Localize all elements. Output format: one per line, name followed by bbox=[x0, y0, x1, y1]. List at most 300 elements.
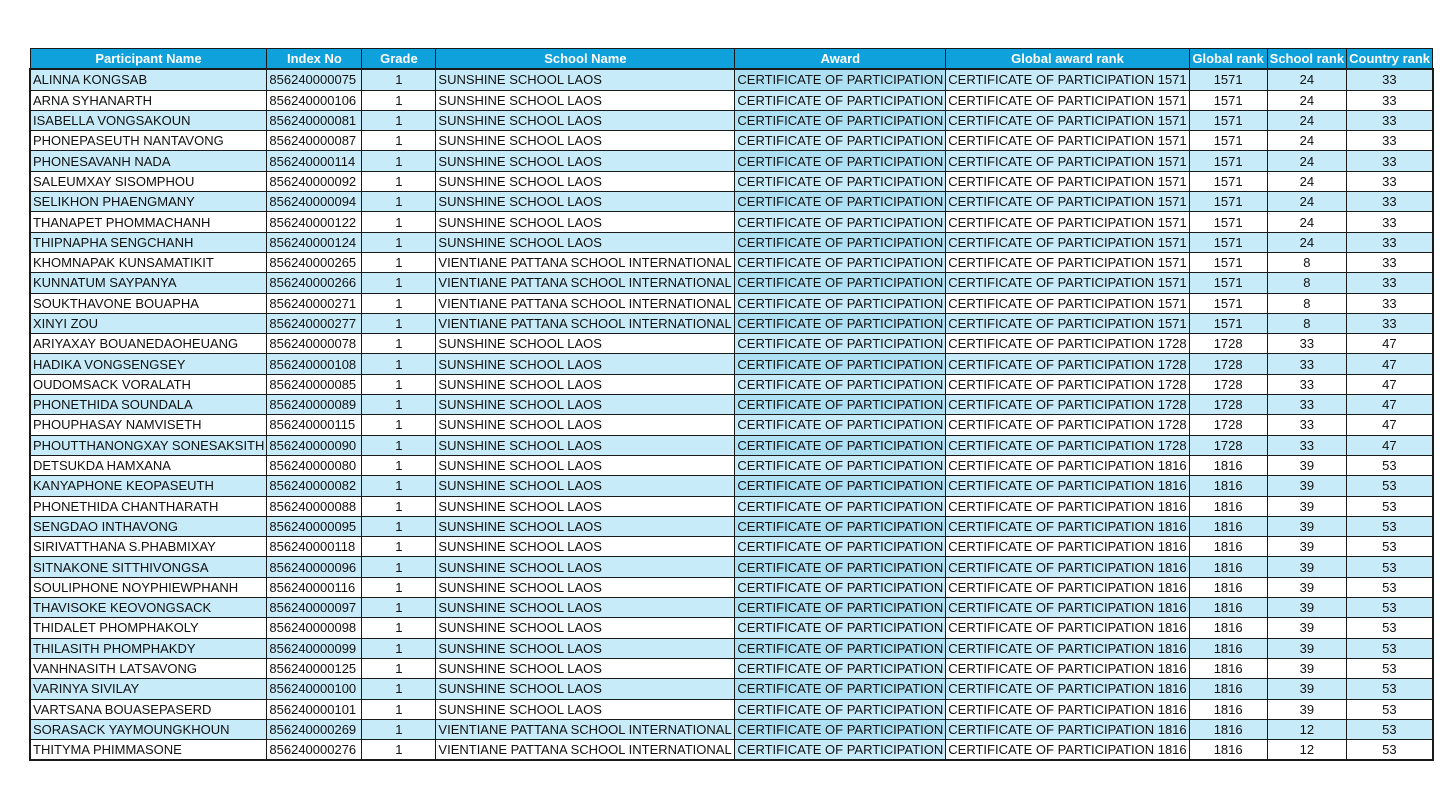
global-rank-cell[interactable]: 1571 bbox=[1189, 90, 1267, 110]
participant-name-cell[interactable]: HADIKA VONGSENGSEY bbox=[30, 354, 267, 374]
grade-cell[interactable]: 1 bbox=[362, 374, 436, 394]
participant-name-cell[interactable]: KANYAPHONE KEOPASEUTH bbox=[30, 476, 267, 496]
global-rank-cell[interactable]: 1728 bbox=[1189, 395, 1267, 415]
col-header-participant-name[interactable]: Participant Name bbox=[30, 49, 267, 70]
global-award-rank-cell[interactable]: CERTIFICATE OF PARTICIPATION 1816 bbox=[946, 557, 1189, 577]
school-rank-cell[interactable]: 33 bbox=[1267, 415, 1346, 435]
index-no-cell[interactable]: 856240000095 bbox=[267, 516, 362, 536]
participant-name-cell[interactable]: PHOUPHASAY NAMVISETH bbox=[30, 415, 267, 435]
participant-name-cell[interactable]: XINYI ZOU bbox=[30, 313, 267, 333]
index-no-cell[interactable]: 856240000277 bbox=[267, 313, 362, 333]
grade-cell[interactable]: 1 bbox=[362, 740, 436, 761]
school-name-cell[interactable]: SUNSHINE SCHOOL LAOS bbox=[436, 658, 735, 678]
index-no-cell[interactable]: 856240000098 bbox=[267, 618, 362, 638]
global-award-rank-cell[interactable]: CERTIFICATE OF PARTICIPATION 1571 bbox=[946, 90, 1189, 110]
award-cell[interactable]: CERTIFICATE OF PARTICIPATION bbox=[735, 90, 946, 110]
index-no-cell[interactable]: 856240000115 bbox=[267, 415, 362, 435]
country-rank-cell[interactable]: 47 bbox=[1347, 415, 1433, 435]
index-no-cell[interactable]: 856240000078 bbox=[267, 334, 362, 354]
global-rank-cell[interactable]: 1571 bbox=[1189, 69, 1267, 90]
participant-name-cell[interactable]: ALINNA KONGSAB bbox=[30, 69, 267, 90]
global-award-rank-cell[interactable]: CERTIFICATE OF PARTICIPATION 1816 bbox=[946, 658, 1189, 678]
school-name-cell[interactable]: SUNSHINE SCHOOL LAOS bbox=[436, 131, 735, 151]
grade-cell[interactable]: 1 bbox=[362, 252, 436, 272]
award-cell[interactable]: CERTIFICATE OF PARTICIPATION bbox=[735, 212, 946, 232]
index-no-cell[interactable]: 856240000122 bbox=[267, 212, 362, 232]
global-award-rank-cell[interactable]: CERTIFICATE OF PARTICIPATION 1571 bbox=[946, 192, 1189, 212]
grade-cell[interactable]: 1 bbox=[362, 455, 436, 475]
grade-cell[interactable]: 1 bbox=[362, 232, 436, 252]
grade-cell[interactable]: 1 bbox=[362, 90, 436, 110]
country-rank-cell[interactable]: 33 bbox=[1347, 69, 1433, 90]
global-rank-cell[interactable]: 1571 bbox=[1189, 232, 1267, 252]
grade-cell[interactable]: 1 bbox=[362, 719, 436, 739]
school-rank-cell[interactable]: 24 bbox=[1267, 192, 1346, 212]
participant-name-cell[interactable]: THANAPET PHOMMACHANH bbox=[30, 212, 267, 232]
school-rank-cell[interactable]: 39 bbox=[1267, 496, 1346, 516]
participant-name-cell[interactable]: SALEUMXAY SISOMPHOU bbox=[30, 171, 267, 191]
global-rank-cell[interactable]: 1728 bbox=[1189, 415, 1267, 435]
participant-name-cell[interactable]: KUNNATUM SAYPANYA bbox=[30, 273, 267, 293]
award-cell[interactable]: CERTIFICATE OF PARTICIPATION bbox=[735, 151, 946, 171]
global-rank-cell[interactable]: 1728 bbox=[1189, 435, 1267, 455]
grade-cell[interactable]: 1 bbox=[362, 192, 436, 212]
grade-cell[interactable]: 1 bbox=[362, 537, 436, 557]
grade-cell[interactable]: 1 bbox=[362, 395, 436, 415]
school-rank-cell[interactable]: 39 bbox=[1267, 679, 1346, 699]
award-cell[interactable]: CERTIFICATE OF PARTICIPATION bbox=[735, 273, 946, 293]
country-rank-cell[interactable]: 47 bbox=[1347, 334, 1433, 354]
grade-cell[interactable]: 1 bbox=[362, 171, 436, 191]
index-no-cell[interactable]: 856240000269 bbox=[267, 719, 362, 739]
award-cell[interactable]: CERTIFICATE OF PARTICIPATION bbox=[735, 252, 946, 272]
school-rank-cell[interactable]: 39 bbox=[1267, 658, 1346, 678]
participant-name-cell[interactable]: SITNAKONE SITTHIVONGSA bbox=[30, 557, 267, 577]
grade-cell[interactable]: 1 bbox=[362, 354, 436, 374]
country-rank-cell[interactable]: 53 bbox=[1347, 719, 1433, 739]
award-cell[interactable]: CERTIFICATE OF PARTICIPATION bbox=[735, 638, 946, 658]
global-rank-cell[interactable]: 1571 bbox=[1189, 171, 1267, 191]
school-rank-cell[interactable]: 24 bbox=[1267, 212, 1346, 232]
award-cell[interactable]: CERTIFICATE OF PARTICIPATION bbox=[735, 374, 946, 394]
award-cell[interactable]: CERTIFICATE OF PARTICIPATION bbox=[735, 537, 946, 557]
global-award-rank-cell[interactable]: CERTIFICATE OF PARTICIPATION 1816 bbox=[946, 679, 1189, 699]
index-no-cell[interactable]: 856240000101 bbox=[267, 699, 362, 719]
school-name-cell[interactable]: VIENTIANE PATTANA SCHOOL INTERNATIONAL bbox=[436, 313, 735, 333]
school-name-cell[interactable]: SUNSHINE SCHOOL LAOS bbox=[436, 455, 735, 475]
global-award-rank-cell[interactable]: CERTIFICATE OF PARTICIPATION 1816 bbox=[946, 496, 1189, 516]
participant-name-cell[interactable]: PHONEPASEUTH NANTAVONG bbox=[30, 131, 267, 151]
global-award-rank-cell[interactable]: CERTIFICATE OF PARTICIPATION 1728 bbox=[946, 435, 1189, 455]
global-award-rank-cell[interactable]: CERTIFICATE OF PARTICIPATION 1816 bbox=[946, 598, 1189, 618]
award-cell[interactable]: CERTIFICATE OF PARTICIPATION bbox=[735, 557, 946, 577]
global-rank-cell[interactable]: 1728 bbox=[1189, 374, 1267, 394]
global-award-rank-cell[interactable]: CERTIFICATE OF PARTICIPATION 1816 bbox=[946, 740, 1189, 761]
global-award-rank-cell[interactable]: CERTIFICATE OF PARTICIPATION 1816 bbox=[946, 476, 1189, 496]
school-name-cell[interactable]: VIENTIANE PATTANA SCHOOL INTERNATIONAL bbox=[436, 740, 735, 761]
award-cell[interactable]: CERTIFICATE OF PARTICIPATION bbox=[735, 679, 946, 699]
col-header-global-award-rank[interactable]: Global award rank bbox=[946, 49, 1189, 70]
school-rank-cell[interactable]: 24 bbox=[1267, 131, 1346, 151]
school-name-cell[interactable]: SUNSHINE SCHOOL LAOS bbox=[436, 212, 735, 232]
school-name-cell[interactable]: SUNSHINE SCHOOL LAOS bbox=[436, 374, 735, 394]
country-rank-cell[interactable]: 47 bbox=[1347, 395, 1433, 415]
school-rank-cell[interactable]: 39 bbox=[1267, 455, 1346, 475]
global-award-rank-cell[interactable]: CERTIFICATE OF PARTICIPATION 1816 bbox=[946, 455, 1189, 475]
country-rank-cell[interactable]: 53 bbox=[1347, 476, 1433, 496]
school-name-cell[interactable]: VIENTIANE PATTANA SCHOOL INTERNATIONAL bbox=[436, 273, 735, 293]
award-cell[interactable]: CERTIFICATE OF PARTICIPATION bbox=[735, 395, 946, 415]
grade-cell[interactable]: 1 bbox=[362, 699, 436, 719]
school-name-cell[interactable]: SUNSHINE SCHOOL LAOS bbox=[436, 496, 735, 516]
index-no-cell[interactable]: 856240000276 bbox=[267, 740, 362, 761]
school-rank-cell[interactable]: 12 bbox=[1267, 740, 1346, 761]
school-rank-cell[interactable]: 39 bbox=[1267, 638, 1346, 658]
school-rank-cell[interactable]: 33 bbox=[1267, 395, 1346, 415]
grade-cell[interactable]: 1 bbox=[362, 293, 436, 313]
global-rank-cell[interactable]: 1816 bbox=[1189, 598, 1267, 618]
col-header-global-rank[interactable]: Global rank bbox=[1189, 49, 1267, 70]
school-name-cell[interactable]: SUNSHINE SCHOOL LAOS bbox=[436, 598, 735, 618]
index-no-cell[interactable]: 856240000099 bbox=[267, 638, 362, 658]
school-rank-cell[interactable]: 24 bbox=[1267, 110, 1346, 130]
participant-name-cell[interactable]: PHONETHIDA CHANTHARATH bbox=[30, 496, 267, 516]
school-rank-cell[interactable]: 39 bbox=[1267, 557, 1346, 577]
participant-name-cell[interactable]: ARIYAXAY BOUANEDAOHEUANG bbox=[30, 334, 267, 354]
school-rank-cell[interactable]: 12 bbox=[1267, 719, 1346, 739]
global-rank-cell[interactable]: 1816 bbox=[1189, 658, 1267, 678]
participant-name-cell[interactable]: KHOMNAPAK KUNSAMATIKIT bbox=[30, 252, 267, 272]
global-award-rank-cell[interactable]: CERTIFICATE OF PARTICIPATION 1571 bbox=[946, 313, 1189, 333]
index-no-cell[interactable]: 856240000089 bbox=[267, 395, 362, 415]
index-no-cell[interactable]: 856240000081 bbox=[267, 110, 362, 130]
country-rank-cell[interactable]: 53 bbox=[1347, 496, 1433, 516]
award-cell[interactable]: CERTIFICATE OF PARTICIPATION bbox=[735, 192, 946, 212]
grade-cell[interactable]: 1 bbox=[362, 577, 436, 597]
country-rank-cell[interactable]: 53 bbox=[1347, 455, 1433, 475]
index-no-cell[interactable]: 856240000118 bbox=[267, 537, 362, 557]
index-no-cell[interactable]: 856240000106 bbox=[267, 90, 362, 110]
school-name-cell[interactable]: SUNSHINE SCHOOL LAOS bbox=[436, 537, 735, 557]
global-award-rank-cell[interactable]: CERTIFICATE OF PARTICIPATION 1571 bbox=[946, 131, 1189, 151]
award-cell[interactable]: CERTIFICATE OF PARTICIPATION bbox=[735, 415, 946, 435]
global-award-rank-cell[interactable]: CERTIFICATE OF PARTICIPATION 1571 bbox=[946, 171, 1189, 191]
country-rank-cell[interactable]: 53 bbox=[1347, 577, 1433, 597]
school-name-cell[interactable]: SUNSHINE SCHOOL LAOS bbox=[436, 699, 735, 719]
col-header-index-no[interactable]: Index No bbox=[267, 49, 362, 70]
school-rank-cell[interactable]: 8 bbox=[1267, 252, 1346, 272]
school-name-cell[interactable]: SUNSHINE SCHOOL LAOS bbox=[436, 232, 735, 252]
participant-name-cell[interactable]: PHONESAVANH NADA bbox=[30, 151, 267, 171]
global-rank-cell[interactable]: 1816 bbox=[1189, 537, 1267, 557]
grade-cell[interactable]: 1 bbox=[362, 679, 436, 699]
school-rank-cell[interactable]: 24 bbox=[1267, 69, 1346, 90]
participant-name-cell[interactable]: SOULIPHONE NOYPHIEWPHANH bbox=[30, 577, 267, 597]
index-no-cell[interactable]: 856240000080 bbox=[267, 455, 362, 475]
school-rank-cell[interactable]: 8 bbox=[1267, 293, 1346, 313]
grade-cell[interactable]: 1 bbox=[362, 618, 436, 638]
participant-name-cell[interactable]: DETSUKDA HAMXANA bbox=[30, 455, 267, 475]
grade-cell[interactable]: 1 bbox=[362, 476, 436, 496]
award-cell[interactable]: CERTIFICATE OF PARTICIPATION bbox=[735, 354, 946, 374]
school-rank-cell[interactable]: 24 bbox=[1267, 232, 1346, 252]
col-header-grade[interactable]: Grade bbox=[362, 49, 436, 70]
global-rank-cell[interactable]: 1816 bbox=[1189, 476, 1267, 496]
index-no-cell[interactable]: 856240000265 bbox=[267, 252, 362, 272]
index-no-cell[interactable]: 856240000096 bbox=[267, 557, 362, 577]
school-rank-cell[interactable]: 24 bbox=[1267, 90, 1346, 110]
global-rank-cell[interactable]: 1571 bbox=[1189, 131, 1267, 151]
school-name-cell[interactable]: SUNSHINE SCHOOL LAOS bbox=[436, 69, 735, 90]
global-award-rank-cell[interactable]: CERTIFICATE OF PARTICIPATION 1816 bbox=[946, 516, 1189, 536]
index-no-cell[interactable]: 856240000097 bbox=[267, 598, 362, 618]
school-rank-cell[interactable]: 33 bbox=[1267, 354, 1346, 374]
school-rank-cell[interactable]: 39 bbox=[1267, 537, 1346, 557]
award-cell[interactable]: CERTIFICATE OF PARTICIPATION bbox=[735, 516, 946, 536]
index-no-cell[interactable]: 856240000092 bbox=[267, 171, 362, 191]
country-rank-cell[interactable]: 33 bbox=[1347, 212, 1433, 232]
school-name-cell[interactable]: SUNSHINE SCHOOL LAOS bbox=[436, 395, 735, 415]
global-rank-cell[interactable]: 1571 bbox=[1189, 273, 1267, 293]
school-name-cell[interactable]: SUNSHINE SCHOOL LAOS bbox=[436, 618, 735, 638]
country-rank-cell[interactable]: 33 bbox=[1347, 90, 1433, 110]
global-rank-cell[interactable]: 1816 bbox=[1189, 618, 1267, 638]
grade-cell[interactable]: 1 bbox=[362, 313, 436, 333]
country-rank-cell[interactable]: 33 bbox=[1347, 252, 1433, 272]
school-rank-cell[interactable]: 39 bbox=[1267, 476, 1346, 496]
country-rank-cell[interactable]: 33 bbox=[1347, 171, 1433, 191]
global-rank-cell[interactable]: 1816 bbox=[1189, 557, 1267, 577]
global-rank-cell[interactable]: 1816 bbox=[1189, 679, 1267, 699]
country-rank-cell[interactable]: 33 bbox=[1347, 151, 1433, 171]
award-cell[interactable]: CERTIFICATE OF PARTICIPATION bbox=[735, 476, 946, 496]
index-no-cell[interactable]: 856240000271 bbox=[267, 293, 362, 313]
award-cell[interactable]: CERTIFICATE OF PARTICIPATION bbox=[735, 658, 946, 678]
global-rank-cell[interactable]: 1571 bbox=[1189, 293, 1267, 313]
participant-name-cell[interactable]: PHOUTTHANONGXAY SONESAKSITH bbox=[30, 435, 267, 455]
global-award-rank-cell[interactable]: CERTIFICATE OF PARTICIPATION 1728 bbox=[946, 374, 1189, 394]
index-no-cell[interactable]: 856240000090 bbox=[267, 435, 362, 455]
global-rank-cell[interactable]: 1816 bbox=[1189, 577, 1267, 597]
participant-name-cell[interactable]: THITYMA PHIMMASONE bbox=[30, 740, 267, 761]
country-rank-cell[interactable]: 33 bbox=[1347, 232, 1433, 252]
global-rank-cell[interactable]: 1816 bbox=[1189, 740, 1267, 761]
grade-cell[interactable]: 1 bbox=[362, 334, 436, 354]
participant-name-cell[interactable]: THAVISOKE KEOVONGSACK bbox=[30, 598, 267, 618]
col-header-school-name[interactable]: School Name bbox=[436, 49, 735, 70]
school-rank-cell[interactable]: 39 bbox=[1267, 577, 1346, 597]
award-cell[interactable]: CERTIFICATE OF PARTICIPATION bbox=[735, 313, 946, 333]
global-rank-cell[interactable]: 1728 bbox=[1189, 334, 1267, 354]
country-rank-cell[interactable]: 53 bbox=[1347, 699, 1433, 719]
global-rank-cell[interactable]: 1571 bbox=[1189, 313, 1267, 333]
participant-name-cell[interactable]: ARNA SYHANARTH bbox=[30, 90, 267, 110]
global-award-rank-cell[interactable]: CERTIFICATE OF PARTICIPATION 1728 bbox=[946, 354, 1189, 374]
global-rank-cell[interactable]: 1571 bbox=[1189, 151, 1267, 171]
col-header-country-rank[interactable]: Country rank bbox=[1347, 49, 1433, 70]
country-rank-cell[interactable]: 33 bbox=[1347, 273, 1433, 293]
school-rank-cell[interactable]: 39 bbox=[1267, 516, 1346, 536]
global-rank-cell[interactable]: 1571 bbox=[1189, 110, 1267, 130]
country-rank-cell[interactable]: 53 bbox=[1347, 658, 1433, 678]
school-name-cell[interactable]: SUNSHINE SCHOOL LAOS bbox=[436, 171, 735, 191]
index-no-cell[interactable]: 856240000114 bbox=[267, 151, 362, 171]
award-cell[interactable]: CERTIFICATE OF PARTICIPATION bbox=[735, 455, 946, 475]
index-no-cell[interactable]: 856240000116 bbox=[267, 577, 362, 597]
award-cell[interactable]: CERTIFICATE OF PARTICIPATION bbox=[735, 618, 946, 638]
global-award-rank-cell[interactable]: CERTIFICATE OF PARTICIPATION 1728 bbox=[946, 395, 1189, 415]
grade-cell[interactable]: 1 bbox=[362, 110, 436, 130]
global-award-rank-cell[interactable]: CERTIFICATE OF PARTICIPATION 1816 bbox=[946, 618, 1189, 638]
award-cell[interactable]: CERTIFICATE OF PARTICIPATION bbox=[735, 719, 946, 739]
award-cell[interactable]: CERTIFICATE OF PARTICIPATION bbox=[735, 232, 946, 252]
global-award-rank-cell[interactable]: CERTIFICATE OF PARTICIPATION 1571 bbox=[946, 232, 1189, 252]
global-rank-cell[interactable]: 1571 bbox=[1189, 252, 1267, 272]
country-rank-cell[interactable]: 53 bbox=[1347, 679, 1433, 699]
country-rank-cell[interactable]: 53 bbox=[1347, 638, 1433, 658]
school-name-cell[interactable]: SUNSHINE SCHOOL LAOS bbox=[436, 334, 735, 354]
participant-name-cell[interactable]: VANHNASITH LATSAVONG bbox=[30, 658, 267, 678]
participant-name-cell[interactable]: SORASACK YAYMOUNGKHOUN bbox=[30, 719, 267, 739]
country-rank-cell[interactable]: 53 bbox=[1347, 557, 1433, 577]
award-cell[interactable]: CERTIFICATE OF PARTICIPATION bbox=[735, 131, 946, 151]
global-award-rank-cell[interactable]: CERTIFICATE OF PARTICIPATION 1728 bbox=[946, 415, 1189, 435]
global-rank-cell[interactable]: 1728 bbox=[1189, 354, 1267, 374]
grade-cell[interactable]: 1 bbox=[362, 69, 436, 90]
school-name-cell[interactable]: SUNSHINE SCHOOL LAOS bbox=[436, 435, 735, 455]
participant-name-cell[interactable]: OUDOMSACK VORALATH bbox=[30, 374, 267, 394]
global-rank-cell[interactable]: 1816 bbox=[1189, 455, 1267, 475]
col-header-award[interactable]: Award bbox=[735, 49, 946, 70]
participant-name-cell[interactable]: VARINYA SIVILAY bbox=[30, 679, 267, 699]
participant-name-cell[interactable]: THILASITH PHOMPHAKDY bbox=[30, 638, 267, 658]
school-name-cell[interactable]: SUNSHINE SCHOOL LAOS bbox=[436, 516, 735, 536]
global-award-rank-cell[interactable]: CERTIFICATE OF PARTICIPATION 1571 bbox=[946, 212, 1189, 232]
global-award-rank-cell[interactable]: CERTIFICATE OF PARTICIPATION 1816 bbox=[946, 719, 1189, 739]
award-cell[interactable]: CERTIFICATE OF PARTICIPATION bbox=[735, 740, 946, 761]
global-rank-cell[interactable]: 1816 bbox=[1189, 699, 1267, 719]
country-rank-cell[interactable]: 47 bbox=[1347, 435, 1433, 455]
grade-cell[interactable]: 1 bbox=[362, 212, 436, 232]
country-rank-cell[interactable]: 53 bbox=[1347, 516, 1433, 536]
country-rank-cell[interactable]: 53 bbox=[1347, 740, 1433, 761]
participant-name-cell[interactable]: PHONETHIDA SOUNDALA bbox=[30, 395, 267, 415]
country-rank-cell[interactable]: 33 bbox=[1347, 313, 1433, 333]
school-name-cell[interactable]: SUNSHINE SCHOOL LAOS bbox=[436, 415, 735, 435]
participant-name-cell[interactable]: SELIKHON PHAENGMANY bbox=[30, 192, 267, 212]
country-rank-cell[interactable]: 53 bbox=[1347, 537, 1433, 557]
award-cell[interactable]: CERTIFICATE OF PARTICIPATION bbox=[735, 435, 946, 455]
school-rank-cell[interactable]: 24 bbox=[1267, 151, 1346, 171]
grade-cell[interactable]: 1 bbox=[362, 516, 436, 536]
school-name-cell[interactable]: SUNSHINE SCHOOL LAOS bbox=[436, 638, 735, 658]
global-award-rank-cell[interactable]: CERTIFICATE OF PARTICIPATION 1728 bbox=[946, 334, 1189, 354]
school-name-cell[interactable]: SUNSHINE SCHOOL LAOS bbox=[436, 151, 735, 171]
grade-cell[interactable]: 1 bbox=[362, 273, 436, 293]
school-rank-cell[interactable]: 33 bbox=[1267, 374, 1346, 394]
school-name-cell[interactable]: SUNSHINE SCHOOL LAOS bbox=[436, 192, 735, 212]
index-no-cell[interactable]: 856240000124 bbox=[267, 232, 362, 252]
grade-cell[interactable]: 1 bbox=[362, 131, 436, 151]
global-rank-cell[interactable]: 1816 bbox=[1189, 638, 1267, 658]
index-no-cell[interactable]: 856240000125 bbox=[267, 658, 362, 678]
grade-cell[interactable]: 1 bbox=[362, 496, 436, 516]
grade-cell[interactable]: 1 bbox=[362, 435, 436, 455]
grade-cell[interactable]: 1 bbox=[362, 638, 436, 658]
global-rank-cell[interactable]: 1816 bbox=[1189, 719, 1267, 739]
country-rank-cell[interactable]: 53 bbox=[1347, 618, 1433, 638]
index-no-cell[interactable]: 856240000085 bbox=[267, 374, 362, 394]
school-rank-cell[interactable]: 8 bbox=[1267, 313, 1346, 333]
global-rank-cell[interactable]: 1571 bbox=[1189, 192, 1267, 212]
country-rank-cell[interactable]: 47 bbox=[1347, 374, 1433, 394]
school-name-cell[interactable]: SUNSHINE SCHOOL LAOS bbox=[436, 679, 735, 699]
country-rank-cell[interactable]: 53 bbox=[1347, 598, 1433, 618]
school-rank-cell[interactable]: 39 bbox=[1267, 699, 1346, 719]
index-no-cell[interactable]: 856240000094 bbox=[267, 192, 362, 212]
school-rank-cell[interactable]: 33 bbox=[1267, 334, 1346, 354]
participant-name-cell[interactable]: SOUKTHAVONE BOUAPHA bbox=[30, 293, 267, 313]
grade-cell[interactable]: 1 bbox=[362, 415, 436, 435]
school-name-cell[interactable]: SUNSHINE SCHOOL LAOS bbox=[436, 90, 735, 110]
award-cell[interactable]: CERTIFICATE OF PARTICIPATION bbox=[735, 293, 946, 313]
school-rank-cell[interactable]: 8 bbox=[1267, 273, 1346, 293]
index-no-cell[interactable]: 856240000082 bbox=[267, 476, 362, 496]
grade-cell[interactable]: 1 bbox=[362, 151, 436, 171]
school-name-cell[interactable]: SUNSHINE SCHOOL LAOS bbox=[436, 476, 735, 496]
global-award-rank-cell[interactable]: CERTIFICATE OF PARTICIPATION 1816 bbox=[946, 699, 1189, 719]
participant-name-cell[interactable]: ISABELLA VONGSAKOUN bbox=[30, 110, 267, 130]
index-no-cell[interactable]: 856240000075 bbox=[267, 69, 362, 90]
award-cell[interactable]: CERTIFICATE OF PARTICIPATION bbox=[735, 598, 946, 618]
award-cell[interactable]: CERTIFICATE OF PARTICIPATION bbox=[735, 334, 946, 354]
award-cell[interactable]: CERTIFICATE OF PARTICIPATION bbox=[735, 171, 946, 191]
country-rank-cell[interactable]: 33 bbox=[1347, 192, 1433, 212]
index-no-cell[interactable]: 856240000088 bbox=[267, 496, 362, 516]
school-name-cell[interactable]: SUNSHINE SCHOOL LAOS bbox=[436, 557, 735, 577]
global-award-rank-cell[interactable]: CERTIFICATE OF PARTICIPATION 1571 bbox=[946, 293, 1189, 313]
school-name-cell[interactable]: VIENTIANE PATTANA SCHOOL INTERNATIONAL bbox=[436, 719, 735, 739]
award-cell[interactable]: CERTIFICATE OF PARTICIPATION bbox=[735, 496, 946, 516]
country-rank-cell[interactable]: 33 bbox=[1347, 293, 1433, 313]
global-award-rank-cell[interactable]: CERTIFICATE OF PARTICIPATION 1571 bbox=[946, 273, 1189, 293]
global-award-rank-cell[interactable]: CERTIFICATE OF PARTICIPATION 1816 bbox=[946, 577, 1189, 597]
school-name-cell[interactable]: SUNSHINE SCHOOL LAOS bbox=[436, 110, 735, 130]
school-rank-cell[interactable]: 24 bbox=[1267, 171, 1346, 191]
country-rank-cell[interactable]: 33 bbox=[1347, 131, 1433, 151]
participant-name-cell[interactable]: VARTSANA BOUASEPASERD bbox=[30, 699, 267, 719]
participant-name-cell[interactable]: THIDALET PHOMPHAKOLY bbox=[30, 618, 267, 638]
global-award-rank-cell[interactable]: CERTIFICATE OF PARTICIPATION 1571 bbox=[946, 252, 1189, 272]
index-no-cell[interactable]: 856240000087 bbox=[267, 131, 362, 151]
country-rank-cell[interactable]: 33 bbox=[1347, 110, 1433, 130]
school-rank-cell[interactable]: 39 bbox=[1267, 618, 1346, 638]
school-rank-cell[interactable]: 33 bbox=[1267, 435, 1346, 455]
global-rank-cell[interactable]: 1571 bbox=[1189, 212, 1267, 232]
school-rank-cell[interactable]: 39 bbox=[1267, 598, 1346, 618]
col-header-school-rank[interactable]: School rank bbox=[1267, 49, 1346, 70]
global-award-rank-cell[interactable]: CERTIFICATE OF PARTICIPATION 1816 bbox=[946, 537, 1189, 557]
award-cell[interactable]: CERTIFICATE OF PARTICIPATION bbox=[735, 577, 946, 597]
index-no-cell[interactable]: 856240000108 bbox=[267, 354, 362, 374]
global-award-rank-cell[interactable]: CERTIFICATE OF PARTICIPATION 1571 bbox=[946, 69, 1189, 90]
index-no-cell[interactable]: 856240000100 bbox=[267, 679, 362, 699]
grade-cell[interactable]: 1 bbox=[362, 598, 436, 618]
award-cell[interactable]: CERTIFICATE OF PARTICIPATION bbox=[735, 110, 946, 130]
index-no-cell[interactable]: 856240000266 bbox=[267, 273, 362, 293]
global-rank-cell[interactable]: 1816 bbox=[1189, 516, 1267, 536]
school-name-cell[interactable]: VIENTIANE PATTANA SCHOOL INTERNATIONAL bbox=[436, 293, 735, 313]
